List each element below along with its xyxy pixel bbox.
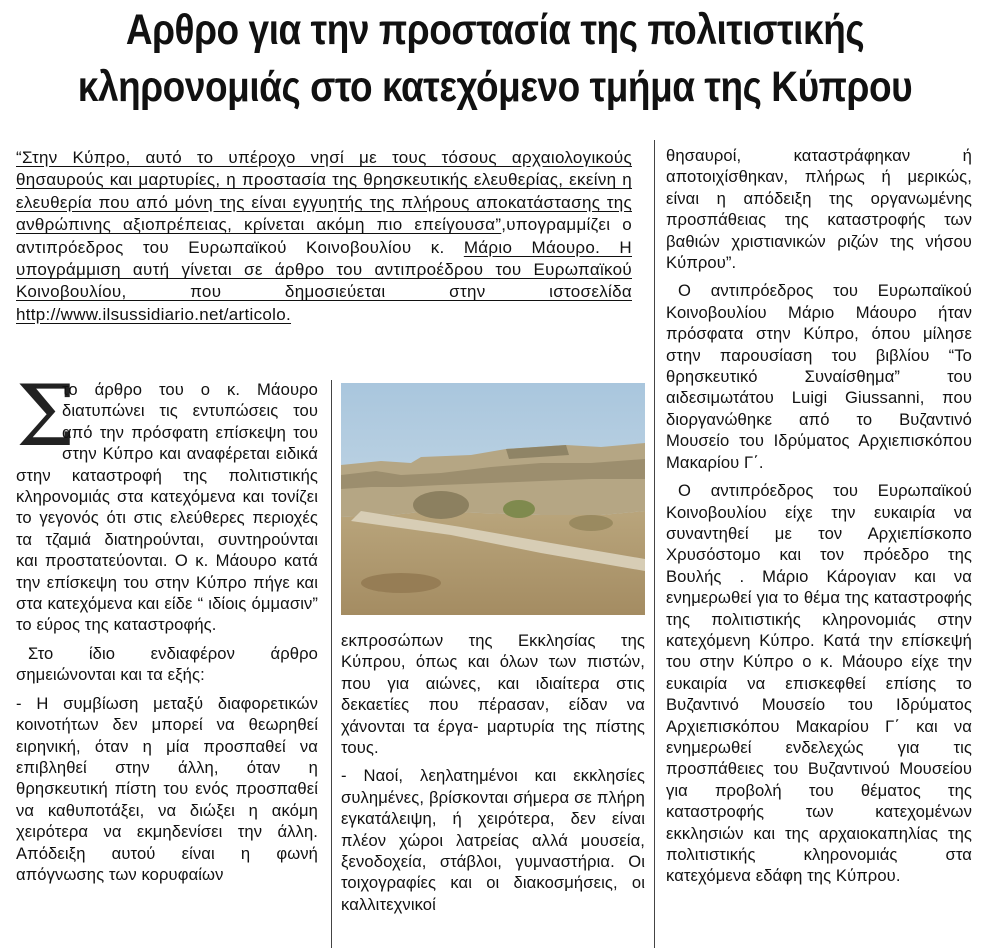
castle-photo-image [341,383,645,615]
intro-quote: “Στην Κύπρο, αυτό το υπέροχο νησί με τους τόσους αρχαιολογικούς θησαυρούς και μαρτυρίες, η προστασία της θρησκευτικής ελευθερίας, εκείνη η ελευθερία που από μόνη της είναι εγγυητής της πλήρους αποκατάστασης της ανθρώπινης αξιοπρέπειας, κρίνεται ακόμη πιο επείγουσα” [16,148,632,235]
intro-paragraph [16,147,632,326]
drop-cap: Σ [16,367,76,465]
article-headline [69,2,920,116]
column-2-paragraph-2: - Ναοί, λεηλατημένοι και εκκλησίες συλημένες, βρίσκονται σήμερα σε πλήρη εγκατάλειψη, ή χειρότερα, δεν είναι πλέον χώροι λατρείας αλλά μουσεία, ξενοδοχεία, στάβλοι, γυμναστήρια. Οι τοιχογραφίες και οι διακοσμήσεις, οι καλλιτεχνικοί [341,766,645,914]
intro-source: Μάριο Μάουρο. Η υπογράμμιση αυτή γίνεται σε άρθρο του αντιπροέδρου του Ευρωπαϊκού Κοινοβουλίου, που δημοσιεύεται στην ιστοσελίδα http://www.ilsussidiario.net/articolo. [16,237,632,324]
article-column-1 [16,367,318,892]
column-1-paragraph-1: Σ το άρθρο του ο κ. Μάουρο διατυπώνει τις εντυπώσεις του από την πρόσφατη επίσκεψη του στην Κύπρο και αναφέρεται ειδικά στην καταστροφή της πολιτιστικής κληρονομιάς στα κατεχόμενα και τονίζει το γεγονός ότι στις ελεύθερες περιοχές τα τζαμιά διατηρούνται, συντηρούνται και προστατεύονται. Ο κ. Μάουρο κατά την επίσκεψη του στην Κύπρο πήγε και στα κατεχόμενα και είδε “ ιδίοις όμμασιν” το εύρος της καταστροφής. [16,367,318,635]
headline-line-2: κληρονομιάς στο κατεχόμενο τμήμα της Κύπρου [77,63,913,111]
column-1-paragraph-3: - Η συμβίωση μεταξύ διαφορετικών κοινοτήτων δεν μπορεί να θεωρηθεί ειρηνική, όταν η μία προσπαθεί να επιβληθεί στην άλλη, όταν η θρησκευτική πίστη του ενός προσπαθεί να καθυποτάξει, να διώξει η ακόμη χειρότερα να εκμηδενίσει την άλλη. Απόδειξη αυτού είναι η φωνή απόγνωσης των κορυφαίων [16,693,318,884]
column-3-paragraph-3: Ο αντιπρόεδρος του Ευρωπαϊκού Κοινοβουλίου είχε την ευκαιρία να συναντηθεί με τον Αρχιεπίσκοπο Χρυσόστομο και τον πρόεδρο της Βουλής . Μάριο Κάρογιαν και να ενημερωθεί για το θέμα της καταστροφής της πολιτιστικής κληρονομιάς στην κατεχόμενη Κύπρο. Κατά την επίσκεψή του στην Κύπρο ο κ. Μάουρο είχε την ευκαιρία να επισκεφθεί επίσης το Βυζαντινό Μουσείο του Ιδρύματος Αρχιεπισκόπου Μακαρίου Γ΄ και να ενημερωθεί ενδελεχώς για τις προσπάθειες του Βυζαντινού Μουσείου για προβολή του θέματος της καταστροφής των κατεχομένων εκκλησιών και της αρχαιοκαπηλίας της πολιτιστικής κληρονομιάς στα κατεχόμενα εδάφη της Κύπρου. [666,481,972,886]
article-column-2 [341,630,645,922]
article-column-3 [666,145,972,894]
headline-line-1: Αρθρο για την προστασία της πολιτιστικής [125,6,865,54]
column-rule-left [331,380,332,948]
castle-photo [341,383,645,615]
column-3-paragraph-2: Ο αντιπρόεδρος του Ευρωπαϊκού Κοινοβουλίου Μάριο Μάουρο ήταν πρόσφατα στην Κύπρο, όπου μίλησε στην παρουσίαση του βιβλίου “Το θρησκευτικό Συναίσθημα” του αιδεσιμωτάτου Luigi Giussanni, που διοργανώθηκε από το Βυζαντινό Μουσείο του Ιδρύματος Αρχιεπισκόπου Μακαρίου Γ΄. [666,281,972,472]
column-rule-right [654,140,655,948]
column-1-paragraph-2: Στο ίδιο ενδιαφέρον άρθρο σημειώνονται και τα εξής: [16,643,318,685]
column-3-paragraph-1: θησαυροί, καταστράφηκαν ή αποτοιχίσθηκαν, πλήρως ή μερικώς, είναι η απόδειξη της οργανωμένης προσπάθειας της καταστροφής των βαθιών χριστιανικών ριζών της νήσου Κύπρου”. [666,146,972,273]
intro-attribution: ,υπογραμμίζει ο αντιπρόεδρος του Ευρωπαϊκού Κοινοβουλίου κ. [16,215,632,257]
column-2-paragraph-1: εκπροσώπων της Εκκλησίας της Κύπρου, όπως και όλων των πιστών, που για αιώνες, και ιδιαίτερα στις δεκαετίες που πέρασαν, είδαν να χάνονται τα έργα- μαρτυρία της πίστης τους. [341,631,645,758]
